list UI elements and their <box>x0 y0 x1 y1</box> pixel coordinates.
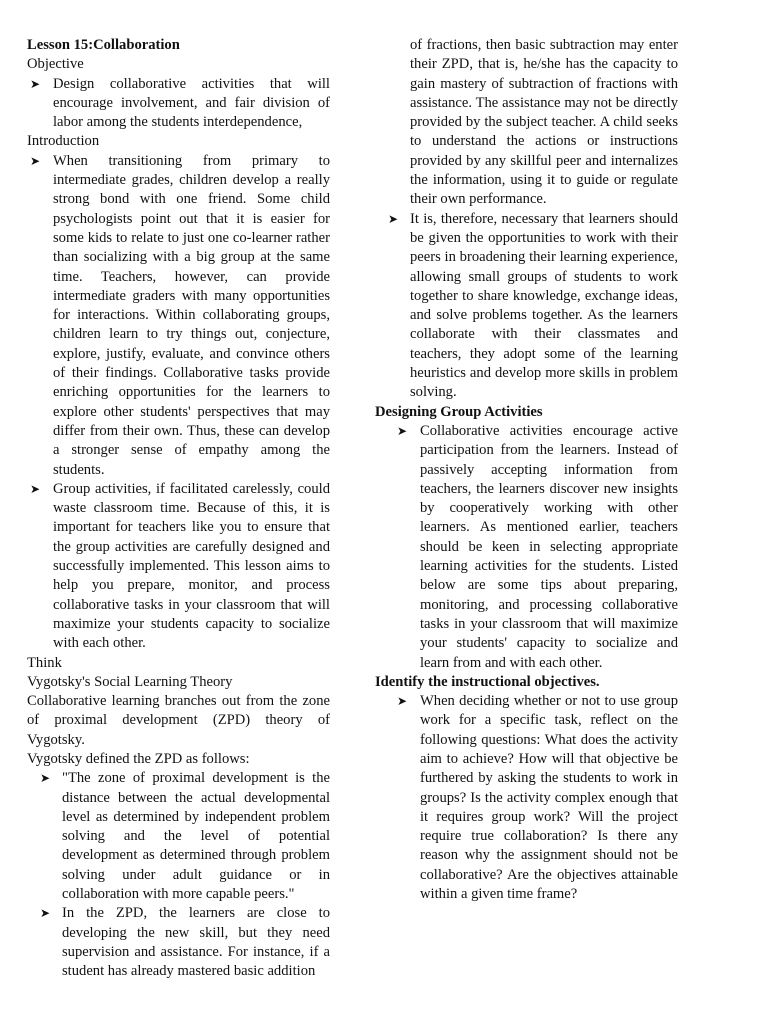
list-item: ➤ When deciding whether or not to use group work for a specific task, reflect on the following questions: What does the activity aim to achieve? How will that objective be furthered by asking the students to work in groups? Is the activity complex enough that it requires group work? Will the project require true collaboration? Is there any reason why the assignment should not be collaborative? Are the objectives attainable within a given time frame? <box>397 693 678 903</box>
introduction-heading: Introduction <box>27 133 100 150</box>
zpd-list-continued <box>375 210 678 403</box>
objective-heading: Objective <box>27 56 84 73</box>
zpd-list <box>27 769 330 981</box>
list-item: ➤ Design collaborative activities that will encourage involvement, and fair division of labor among the students interdependence, <box>30 75 330 131</box>
arrowhead-bullet-icon: ➤ <box>388 211 399 226</box>
list-item: ➤ "The zone of proximal development is the distance between the actual developmental level as determined by independent problem solving and the level of potential development as determined through problem solving under adult guidance or in collaboration with more capable peers." <box>40 770 330 903</box>
think-heading: Think <box>27 654 62 671</box>
list-item: ➤ When transitioning from primary to intermediate grades, children develop a really strong bond with one friend. Some child psychologists point out that it is easier for some kids to relate to just one co-learner rather than socializing with a big group at the same time. Teachers, however, can provide intermediate graders with many opportunities for interactions. Within collaborating groups, children learn to try things out, conjecture, explore, justify, evaluate, and convince others of their findings. Collaborative tasks provide enriching opportunities for the learners to explore other students' perspectives that may differ from their own. Thus, these can develop a stronger sense of empathy among the students. <box>30 152 330 478</box>
left-column <box>27 36 330 982</box>
designing-heading: Designing Group Activities <box>375 403 543 420</box>
designing-list <box>375 422 678 673</box>
theory-heading: Vygotsky's Social Learning Theory <box>27 673 233 690</box>
list-item: ➤ Group activities, if facilitated carelessly, could waste classroom time. Because of this, it is important for teachers like you to ensure that the group activities are carefully designed and successfully implemented. This lesson aims to help you prepare, monitor, and process collaborative tasks in your classroom that will maximize your students capacity to socialize with each other. <box>30 480 330 652</box>
arrowhead-bullet-icon: ➤ <box>40 771 51 786</box>
zpd-continuation: of fractions, then basic subtraction may enter their ZPD, that is, he/she has the capacity to gain mastery of subtraction of fractions with assistance. The assistance may not be directly provided by the subject teacher. A child seeks to understand the actions or instructions provided by any skillful peer and internalizes the information, using it to guide or regulate their own performance. <box>410 37 678 208</box>
arrowhead-bullet-icon: ➤ <box>40 906 51 921</box>
objective-list <box>27 75 330 133</box>
arrowhead-bullet-icon: ➤ <box>397 694 408 709</box>
lesson-title: Lesson 15:Collaboration <box>27 37 180 53</box>
arrowhead-bullet-icon: ➤ <box>30 153 41 168</box>
arrowhead-bullet-icon: ➤ <box>397 423 408 438</box>
identify-list <box>375 692 678 904</box>
theory-paragraph: Collaborative learning branches out from the zone of proximal development (ZPD) theory of Vygotsky. <box>27 693 330 748</box>
identify-heading: Identify the instructional objectives. <box>375 673 600 690</box>
introduction-list <box>27 152 330 654</box>
right-column <box>375 36 678 904</box>
arrowhead-bullet-icon: ➤ <box>30 481 41 496</box>
zpd-intro: Vygotsky defined the ZPD as follows: <box>27 750 250 767</box>
list-item: ➤ Collaborative activities encourage active participation from the learners. Instead of passively accepting information from teachers, the learners discover new insights by cooperatively working with other learners. As mentioned earlier, teachers should be keen in selecting appropriate learning activities for the students. Listed below are some tips about preparing, monitoring, and processing collaborative tasks in your classroom that will maximize your students' capacity to socialize and learn from and with each other. <box>397 422 678 671</box>
list-item: ➤ It is, therefore, necessary that learners should be given the opportunities to work with their peers in broadening their learning experience, allowing small groups of students to work together to share knowledge, exchange ideas, and solve problems together. As the learners collaborate with their classmates and teachers, they adopt some of the learning heuristics and develop more skills in problem solving. <box>388 210 678 401</box>
list-item: ➤ In the ZPD, the learners are close to developing the new skill, but they need supervision and assistance. For instance, if a student has already mastered basic addition <box>40 905 330 980</box>
arrowhead-bullet-icon: ➤ <box>30 76 41 91</box>
